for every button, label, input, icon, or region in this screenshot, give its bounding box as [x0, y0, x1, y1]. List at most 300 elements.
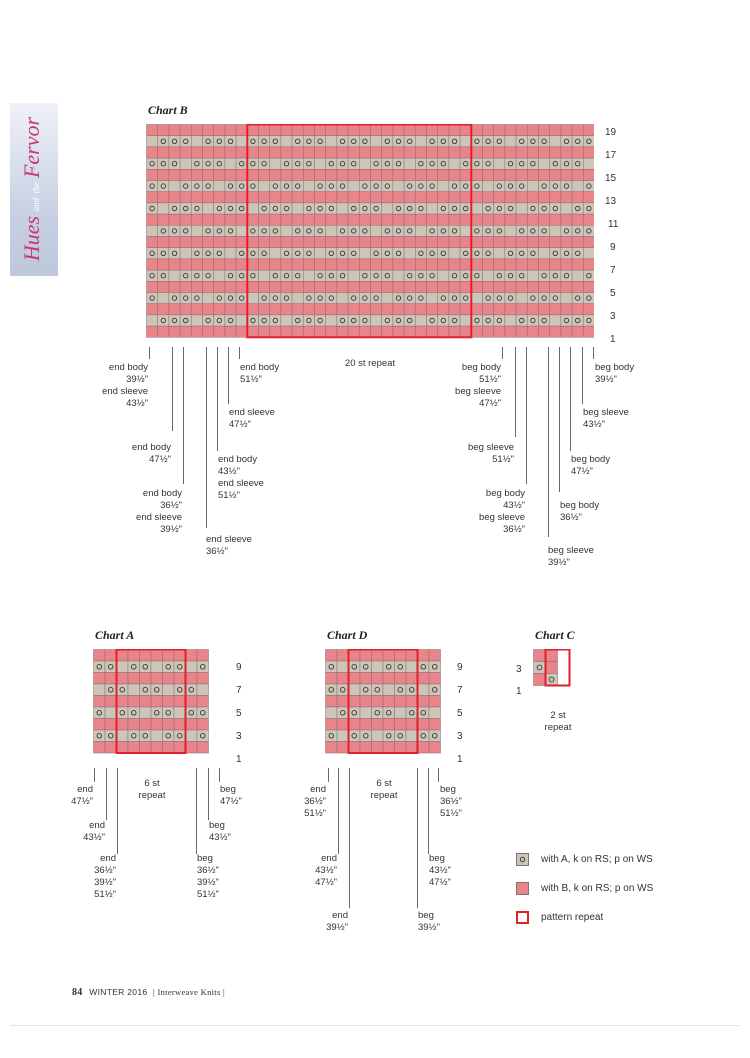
stitch-cell-a [404, 270, 415, 281]
stitch-cell-a [418, 730, 430, 742]
stitch-cell-b [393, 304, 404, 315]
stitch-cell-a [460, 203, 471, 214]
stitch-cell-b [337, 214, 348, 225]
stitch-cell-b [225, 304, 236, 315]
stitch-cell-a [117, 730, 129, 742]
stitch-cell-b [561, 326, 572, 337]
stitch-cell-b [303, 259, 314, 270]
stitch-cell-a [494, 293, 505, 304]
stitch-cell-b [449, 147, 460, 158]
stitch-cell-b [550, 125, 561, 136]
stitch-cell-b [147, 259, 158, 270]
label-line: 51½" [218, 490, 240, 501]
stitch-cell-b [550, 237, 561, 248]
label-line: 47½" [315, 877, 337, 888]
stitch-cell-b [406, 719, 418, 731]
stitch-cell-a [236, 315, 247, 326]
stitch-cell-a [158, 248, 169, 259]
stitch-cell-a [94, 684, 106, 696]
chart-b-row-num: 1 [610, 334, 616, 345]
stitch-cell-a [180, 181, 191, 192]
leader-line [338, 768, 339, 854]
stitch-cell-a [359, 181, 370, 192]
stitch-cell-b [516, 125, 527, 136]
chart-d-label-end-36-51 [290, 784, 326, 820]
stitch-cell-b [572, 304, 583, 315]
stitch-cell-b [174, 719, 186, 731]
stitch-cell-b [371, 125, 382, 136]
stitch-cell-a [158, 315, 169, 326]
stitch-cell-a [572, 136, 583, 147]
stitch-cell-b [180, 237, 191, 248]
stitch-cell-a [349, 661, 361, 673]
stitch-cell-a [449, 203, 460, 214]
stitch-cell-a [191, 136, 202, 147]
stitch-cell-a [247, 293, 258, 304]
stitch-cell-b [315, 147, 326, 158]
stitch-cell-b [259, 147, 270, 158]
stitch-cell-a [303, 158, 314, 169]
chart-a-label-end-47 [55, 784, 93, 808]
stitch-cell-b [539, 125, 550, 136]
stitch-cell-b [494, 147, 505, 158]
stitch-cell-b [203, 237, 214, 248]
stitch-cell-b [186, 673, 198, 685]
stitch-cell-b [105, 719, 117, 731]
stitch-cell-a [550, 225, 561, 236]
stitch-cell-b [105, 742, 117, 754]
stitch-cell-a [203, 315, 214, 326]
stitch-cell-a [393, 136, 404, 147]
stitch-cell-b [406, 650, 418, 662]
stitch-cell-a [382, 270, 393, 281]
stitch-cell-b [147, 281, 158, 292]
stitch-cell-a [527, 158, 538, 169]
side-tab [10, 103, 58, 276]
stitch-cell-b [303, 169, 314, 180]
stitch-cell-b [393, 169, 404, 180]
stitch-cell-b [191, 259, 202, 270]
stitch-cell-b [359, 169, 370, 180]
stitch-cell-a [404, 136, 415, 147]
stitch-cell-a [281, 181, 292, 192]
stitch-cell-a [550, 158, 561, 169]
stitch-cell-a [191, 315, 202, 326]
stitch-cell-a [572, 248, 583, 259]
stitch-cell-b [427, 259, 438, 270]
stitch-cell-b [539, 169, 550, 180]
stitch-cell-a [471, 203, 482, 214]
stitch-cell-a [418, 661, 430, 673]
stitch-cell-b [360, 696, 372, 708]
label-line: 39½" [126, 374, 148, 385]
stitch-cell-b [449, 214, 460, 225]
chart-a-row-num: 7 [236, 685, 242, 696]
stitch-cell-b [471, 192, 482, 203]
stitch-cell-a [348, 136, 359, 147]
stitch-cell-b [539, 326, 550, 337]
stitch-cell-b [393, 237, 404, 248]
stitch-cell-a [163, 730, 175, 742]
stitch-cell-b [203, 326, 214, 337]
stitch-cell-a [281, 136, 292, 147]
stitch-cell-a [429, 684, 441, 696]
chart-d-row-num: 1 [457, 754, 463, 765]
stitch-cell-b [337, 147, 348, 158]
stitch-cell-b [371, 281, 382, 292]
stitch-cell-b [326, 259, 337, 270]
stitch-cell-b [259, 326, 270, 337]
stitch-cell-a [516, 203, 527, 214]
stitch-cell-b [315, 214, 326, 225]
stitch-cell-b [259, 259, 270, 270]
stitch-cell-b [247, 125, 258, 136]
stitch-cell-b [270, 214, 281, 225]
leader-line [94, 768, 95, 782]
stitch-cell-b [483, 259, 494, 270]
stitch-cell-b [203, 125, 214, 136]
stitch-cell-b [191, 192, 202, 203]
stitch-cell-b [236, 169, 247, 180]
stitch-cell-a [438, 203, 449, 214]
label-line: 39½" [94, 877, 116, 888]
stitch-cell-b [561, 281, 572, 292]
stitch-cell-b [151, 719, 163, 731]
stitch-cell-a [505, 158, 516, 169]
stitch-cell-a [169, 248, 180, 259]
stitch-cell-b [505, 304, 516, 315]
stitch-cell-a [460, 136, 471, 147]
stitch-cell-b [572, 326, 583, 337]
stitch-cell-a [382, 203, 393, 214]
stitch-cell-a [460, 270, 471, 281]
stitch-cell-a [527, 203, 538, 214]
stitch-cell-b [572, 147, 583, 158]
stitch-cell-a [449, 136, 460, 147]
stitch-cell-a [186, 661, 198, 673]
stitch-cell-b [449, 237, 460, 248]
stitch-cell-b [395, 673, 407, 685]
stitch-cell-a [147, 248, 158, 259]
stitch-cell-a [236, 225, 247, 236]
label-line: 47½" [571, 466, 593, 477]
stitch-cell-a [404, 181, 415, 192]
stitch-cell-b [371, 214, 382, 225]
stitch-cell-b [337, 169, 348, 180]
chart-a-title: Chart A [95, 628, 135, 642]
stitch-cell-b [186, 650, 198, 662]
label-line: 36½" [206, 546, 228, 557]
stitch-cell-b [395, 650, 407, 662]
leader-line [196, 768, 197, 854]
stitch-cell-b [505, 281, 516, 292]
stitch-cell-a [169, 225, 180, 236]
stitch-cell-b [303, 147, 314, 158]
stitch-cell-b [315, 304, 326, 315]
stitch-cell-b [360, 719, 372, 731]
stitch-cell-a [225, 181, 236, 192]
stitch-cell-a [427, 315, 438, 326]
label-line: end [100, 853, 116, 864]
stitch-cell-a [393, 181, 404, 192]
stitch-cell-a [147, 270, 158, 281]
stitch-cell-b [418, 719, 430, 731]
stitch-cell-a [561, 203, 572, 214]
stitch-cell-a [505, 293, 516, 304]
stitch-cell-a [158, 270, 169, 281]
stitch-cell-a [326, 225, 337, 236]
stitch-cell-a [494, 225, 505, 236]
stitch-cell-a [270, 315, 281, 326]
chart-b-label-end-body-47 [100, 442, 171, 466]
stitch-cell-b [292, 281, 303, 292]
stitch-cell-a [236, 158, 247, 169]
stitch-cell-a [186, 684, 198, 696]
stitch-cell-a [395, 707, 407, 719]
stitch-cell-b [214, 281, 225, 292]
stitch-cell-a [404, 225, 415, 236]
stitch-cell-a [225, 225, 236, 236]
stitch-cell-a [292, 181, 303, 192]
stitch-cell-a [483, 136, 494, 147]
stitch-cell-b [214, 326, 225, 337]
stitch-cell-b [516, 169, 527, 180]
stitch-cell-b [203, 169, 214, 180]
stitch-cell-a [505, 136, 516, 147]
stitch-cell-a [140, 661, 152, 673]
stitch-cell-a [225, 136, 236, 147]
stitch-cell-b [360, 742, 372, 754]
stitch-cell-b [438, 192, 449, 203]
stitch-cell-a [449, 158, 460, 169]
stitch-cell-a [292, 248, 303, 259]
stitch-cell-b [550, 147, 561, 158]
stitch-cell-b [527, 214, 538, 225]
stitch-cell-a [583, 270, 594, 281]
stitch-cell-a [406, 661, 418, 673]
stitch-cell-a [494, 203, 505, 214]
chart-b-row-num: 7 [610, 265, 616, 276]
stitch-cell-b [247, 169, 258, 180]
stitch-cell-b [225, 147, 236, 158]
stitch-cell-b [348, 125, 359, 136]
stitch-cell-a [270, 270, 281, 281]
stitch-cell-b [151, 696, 163, 708]
stitch-cell-b [236, 304, 247, 315]
side-tab-and: and [31, 197, 41, 212]
stitch-cell-a [583, 203, 594, 214]
stitch-cell-a [572, 270, 583, 281]
stitch-cell-b [382, 259, 393, 270]
stitch-cell-b [180, 304, 191, 315]
stitch-cell-a [382, 315, 393, 326]
stitch-cell-a [128, 661, 140, 673]
stitch-cell-b [281, 192, 292, 203]
stitch-cell-b [348, 192, 359, 203]
chart-b-label-end-body-36-end-sleeve-39 [112, 488, 182, 536]
stitch-cell-b [169, 326, 180, 337]
stitch-cell-b [348, 147, 359, 158]
stitch-cell-b [303, 304, 314, 315]
label-line: 36½" [440, 796, 462, 807]
chart-c-row-num: 1 [516, 686, 522, 697]
stitch-cell-a [383, 730, 395, 742]
stitch-cell-a [151, 661, 163, 673]
stitch-cell-b [105, 696, 117, 708]
stitch-cell-b [180, 147, 191, 158]
leader-line [228, 347, 229, 404]
stitch-cell-b [449, 281, 460, 292]
leader-line [219, 768, 220, 782]
stitch-cell-b [203, 259, 214, 270]
label-line: beg body [560, 500, 600, 511]
stitch-cell-a [393, 293, 404, 304]
stitch-cell-b [471, 304, 482, 315]
label-line: beg [209, 820, 225, 831]
chart-b-label-end-body-39-end-sleeve-43 [80, 362, 148, 410]
stitch-cell-a [359, 248, 370, 259]
stitch-cell-b [427, 214, 438, 225]
stitch-cell-a [449, 293, 460, 304]
stitch-cell-b [404, 304, 415, 315]
stitch-cell-b [326, 696, 338, 708]
stitch-cell-a [247, 270, 258, 281]
stitch-cell-b [174, 742, 186, 754]
leader-line [502, 347, 503, 359]
legend [516, 846, 653, 930]
stitch-cell-b [158, 326, 169, 337]
stitch-cell-b [349, 673, 361, 685]
stitch-cell-b [382, 214, 393, 225]
stitch-cell-b [418, 696, 430, 708]
chart-b-row-num: 19 [605, 127, 617, 138]
label-line: 47½" [149, 454, 171, 465]
side-tab-hues: Hues [19, 215, 44, 262]
stitch-cell-b [415, 169, 426, 180]
stitch-cell-b [169, 125, 180, 136]
stitch-cell-a [236, 203, 247, 214]
stitch-cell-a [326, 661, 338, 673]
label-line: 51½" [479, 374, 501, 385]
stitch-cell-a [404, 315, 415, 326]
stitch-cell-a [337, 270, 348, 281]
stitch-cell-a [383, 707, 395, 719]
chart-d-label-end-39 [310, 910, 348, 934]
stitch-cell-b [315, 259, 326, 270]
stitch-cell-b [382, 169, 393, 180]
stitch-cell-a [326, 136, 337, 147]
stitch-cell-a [259, 158, 270, 169]
stitch-cell-b [214, 192, 225, 203]
stitch-cell-b [505, 147, 516, 158]
stitch-cell-a [415, 181, 426, 192]
stitch-cell-a [449, 270, 460, 281]
stitch-cell-a [94, 730, 106, 742]
stitch-cell-b [349, 719, 361, 731]
stitch-cell-a [371, 225, 382, 236]
stitch-cell-a [438, 158, 449, 169]
stitch-cell-a [117, 707, 129, 719]
stitch-cell-a [163, 707, 175, 719]
stitch-cell-b [393, 281, 404, 292]
stitch-cell-a [315, 203, 326, 214]
stitch-cell-b [418, 673, 430, 685]
stitch-cell-a [337, 181, 348, 192]
stitch-cell-a [349, 684, 361, 696]
label-line: end sleeve [102, 386, 148, 397]
stitch-cell-a [174, 684, 186, 696]
stitch-cell-a [516, 225, 527, 236]
stitch-cell-a [247, 136, 258, 147]
stitch-cell-b [147, 125, 158, 136]
stitch-cell-a [539, 270, 550, 281]
chart-d-label-end-43-47 [300, 853, 337, 889]
stitch-cell-b [583, 326, 594, 337]
label-line: beg [197, 853, 213, 864]
label-line: end sleeve [218, 478, 264, 489]
side-tab-title [19, 104, 49, 274]
stitch-cell-a [460, 181, 471, 192]
stitch-cell-b [147, 326, 158, 337]
stitch-cell-a [371, 315, 382, 326]
stitch-cell-b [191, 147, 202, 158]
stitch-cell-b [449, 125, 460, 136]
stitch-cell-a [247, 225, 258, 236]
stitch-cell-a [214, 181, 225, 192]
stitch-cell-b [438, 147, 449, 158]
stitch-cell-b [337, 125, 348, 136]
stitch-cell-b [169, 237, 180, 248]
label-line: end sleeve [229, 407, 275, 418]
stitch-cell-b [546, 650, 558, 662]
stitch-cell-b [427, 237, 438, 248]
label-line: beg body [571, 454, 611, 465]
stitch-cell-b [270, 192, 281, 203]
stitch-cell-b [326, 169, 337, 180]
stitch-cell-b [382, 281, 393, 292]
stitch-cell-b [527, 192, 538, 203]
stitch-cell-b [163, 719, 175, 731]
stitch-cell-a [371, 248, 382, 259]
stitch-cell-a [427, 293, 438, 304]
stitch-cell-a [429, 730, 441, 742]
stitch-cell-a [415, 225, 426, 236]
stitch-cell-b [471, 237, 482, 248]
label-line: beg [418, 910, 434, 921]
stitch-cell-b [505, 125, 516, 136]
stitch-cell-a [191, 293, 202, 304]
stitch-cell-b [429, 673, 441, 685]
stitch-cell-a [180, 270, 191, 281]
stitch-cell-b [372, 673, 384, 685]
stitch-cell-a [169, 270, 180, 281]
label-line: end sleeve [136, 512, 182, 523]
stitch-cell-a [360, 661, 372, 673]
stitch-cell-b [191, 281, 202, 292]
stitch-cell-b [406, 742, 418, 754]
stitch-cell-b [140, 650, 152, 662]
stitch-cell-a [395, 730, 407, 742]
stitch-cell-b [117, 673, 129, 685]
stitch-cell-b [236, 326, 247, 337]
stitch-cell-a [326, 684, 338, 696]
stitch-cell-b [197, 673, 209, 685]
stitch-cell-a [158, 181, 169, 192]
chart-b-label-beg-body-39 [595, 362, 634, 386]
stitch-cell-b [140, 742, 152, 754]
stitch-cell-b [460, 326, 471, 337]
stitch-cell-b [163, 650, 175, 662]
